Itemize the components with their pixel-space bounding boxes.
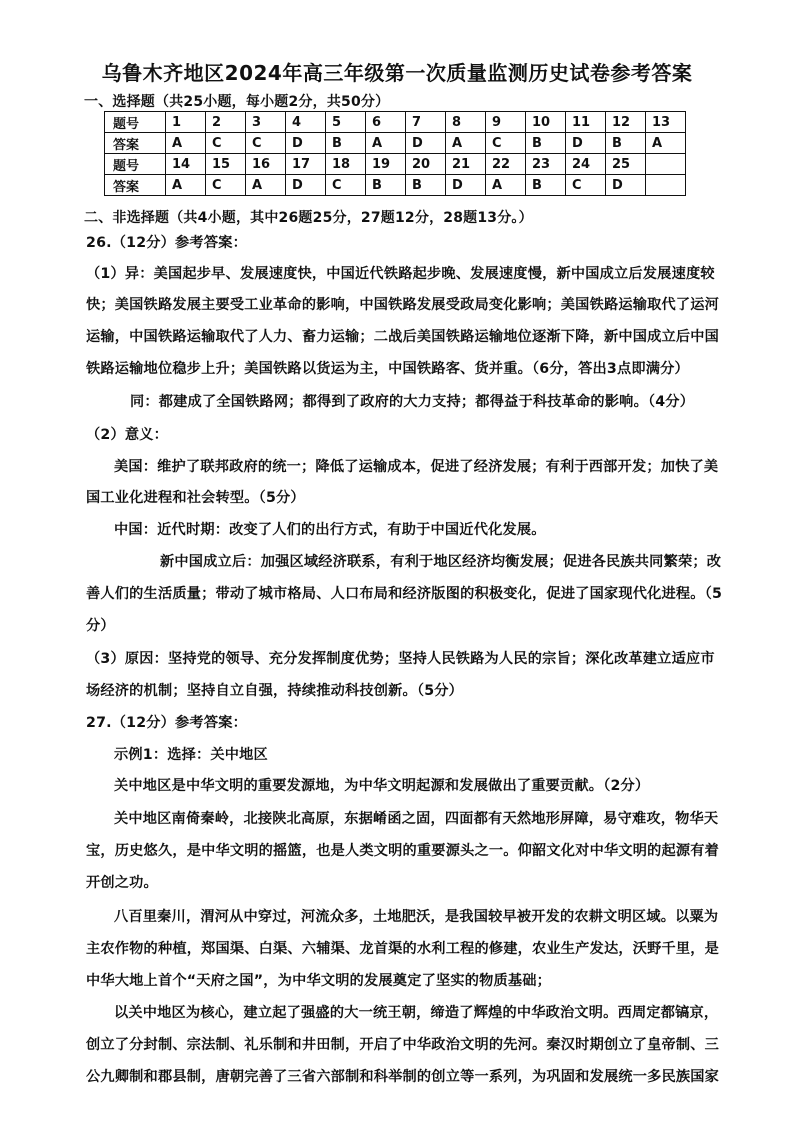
- table-row: [105, 133, 686, 154]
- table-row: [105, 154, 686, 175]
- answer-cell: C: [486, 133, 526, 154]
- text-line: 新中国成立后：加强区域经济联系，有利于地区经济均衡发展；促进各民族共同繁荣；改: [160, 554, 722, 570]
- answer-cell: 6: [366, 112, 406, 133]
- answer-cell: B: [526, 175, 566, 196]
- answer-cell: 14: [166, 154, 206, 175]
- row-header-cell: 题号: [105, 112, 166, 133]
- text-line: 快；美国铁路发展主要受工业革命的影响，中国铁路发展受政局变化影响；美国铁路运输取代了运河: [86, 297, 720, 313]
- table-row: [105, 112, 686, 133]
- answer-cell: D: [286, 175, 326, 196]
- answer-cell: 22: [486, 154, 526, 175]
- text-line: 善人们的生活质量；带动了城市格局、人口布局和经济版图的积极变化，促进了国家现代化进程。（5: [86, 586, 723, 602]
- text-line: 同：都建成了全国铁路网；都得到了政府的大力支持；都得益于科技革命的影响。（4分）: [130, 394, 695, 410]
- answer-cell: B: [606, 133, 646, 154]
- answer-cell: D: [406, 133, 446, 154]
- text-line: 分）: [86, 618, 115, 634]
- answer-cell: D: [286, 133, 326, 154]
- text-line: 关中地区是中华文明的重要发源地，为中华文明起源和发展做出了重要贡献。（2分）: [114, 778, 650, 794]
- answer-cell: 15: [206, 154, 246, 175]
- answer-cell: 19: [366, 154, 406, 175]
- text-line: 国工业化进程和社会转型。（5分）: [86, 490, 305, 506]
- answer-cell: A: [366, 133, 406, 154]
- answer-cell: 5: [326, 112, 366, 133]
- text-line: 创立了分封制、宗法制、礼乐制和井田制，开启了中华政治文明的先河。秦汉时期创立了皇帝制、三: [86, 1037, 720, 1053]
- answer-cell: [646, 175, 686, 196]
- q26-heading: 26.（12分）参考答案：: [86, 235, 247, 251]
- text-line: 中华大地上首个“天府之国”，为中华文明的发展奠定了坚实的物质基础；: [86, 973, 552, 989]
- table-row: [105, 175, 686, 196]
- answer-cell: 23: [526, 154, 566, 175]
- text-line: 运输，中国铁路运输取代了人力、畜力运输；二战后美国铁路运输地位逐渐下降，新中国成立后中国: [86, 329, 720, 345]
- text-line: 八百里秦川，渭河从中穿过，河流众多，土地肥沃，是我国较早被开发的农耕文明区域。以粟为: [114, 909, 719, 925]
- section2-heading: 二、非选择题（共4小题，其中26题25分，27题12分，28题13分。）: [84, 210, 533, 226]
- page-title: 乌鲁木齐地区2024年高三年级第一次质量监测历史试卷参考答案: [101, 61, 693, 85]
- answer-cell: 17: [286, 154, 326, 175]
- answer-cell: 4: [286, 112, 326, 133]
- text-line: 公九卿制和郡县制，唐朝完善了三省六部制和科举制的创立等一系列，为巩固和发展统一多民族国家: [86, 1069, 720, 1085]
- text-line: 铁路运输地位稳步上升；美国铁路以货运为主，中国铁路客、货并重。（6分，答出3点即满分）: [86, 361, 689, 377]
- answer-cell: 12: [606, 112, 646, 133]
- text-line: 以关中地区为核心，建立起了强盛的大一统王朝，缔造了辉煌的中华政治文明。西周定都镐京，: [114, 1005, 719, 1021]
- answer-cell: A: [446, 133, 486, 154]
- answer-cell: 8: [446, 112, 486, 133]
- answer-cell: C: [326, 175, 366, 196]
- answer-cell: 24: [566, 154, 606, 175]
- section1-heading: 一、选择题（共25小题，每小题2分，共50分）: [84, 94, 390, 110]
- answer-cell: C: [206, 175, 246, 196]
- answer-cell: 21: [446, 154, 486, 175]
- answer-cell: C: [246, 133, 286, 154]
- answer-cell: B: [526, 133, 566, 154]
- answer-cell: 11: [566, 112, 606, 133]
- answer-cell: 13: [646, 112, 686, 133]
- answer-cell: [646, 154, 686, 175]
- text-line: 宝，历史悠久，是中华文明的摇篮，也是人类文明的重要源头之一。仰韶文化对中华文明的起源有着: [86, 843, 720, 859]
- answer-cell: 18: [326, 154, 366, 175]
- row-header-cell: 答案: [105, 133, 166, 154]
- row-header-cell: 答案: [105, 175, 166, 196]
- text-line: （1）异：美国起步早、发展速度快，中国近代铁路起步晚、发展速度慢，新中国成立后发展速度较: [86, 266, 715, 282]
- answer-cell: C: [566, 175, 606, 196]
- answer-cell: A: [646, 133, 686, 154]
- text-line: 中国：近代时期：改变了人们的出行方式，有助于中国近代化发展。: [114, 522, 546, 538]
- answer-cell: B: [366, 175, 406, 196]
- answer-table: [104, 111, 686, 196]
- answer-cell: 7: [406, 112, 446, 133]
- answer-cell: A: [166, 133, 206, 154]
- text-line: 示例1：选择：关中地区: [114, 747, 268, 763]
- answer-cell: 3: [246, 112, 286, 133]
- answer-cell: 10: [526, 112, 566, 133]
- text-line: 开创之功。: [86, 875, 158, 891]
- text-line: 关中地区南倚秦岭，北接陕北高原，东据崤函之固，四面都有天然地形屏障，易守难攻，物华天: [114, 811, 719, 827]
- answer-cell: B: [326, 133, 366, 154]
- text-line: 主农作物的种植，郑国渠、白渠、六辅渠、龙首渠的水利工程的修建，农业生产发达，沃野千里，是: [86, 941, 720, 957]
- answer-cell: D: [446, 175, 486, 196]
- answer-cell: D: [566, 133, 606, 154]
- answer-cell: 1: [166, 112, 206, 133]
- q27-heading: 27.（12分）参考答案：: [86, 715, 247, 731]
- answer-cell: D: [606, 175, 646, 196]
- answer-cell: 25: [606, 154, 646, 175]
- answer-cell: B: [406, 175, 446, 196]
- answer-cell: 16: [246, 154, 286, 175]
- text-line: （3）原因：坚持党的领导、充分发挥制度优势；坚持人民铁路为人民的宗旨；深化改革建立适应市: [86, 651, 715, 667]
- answer-cell: 20: [406, 154, 446, 175]
- text-line: 场经济的机制；坚持自立自强，持续推动科技创新。（5分）: [86, 683, 464, 699]
- answer-cell: 9: [486, 112, 526, 133]
- row-header-cell: 题号: [105, 154, 166, 175]
- answer-cell: 2: [206, 112, 246, 133]
- text-line: （2）意义：: [86, 427, 169, 443]
- answer-cell: A: [246, 175, 286, 196]
- answer-cell: A: [166, 175, 206, 196]
- text-line: 美国：维护了联邦政府的统一；降低了运输成本，促进了经济发展；有利于西部开发；加快了美: [114, 459, 719, 475]
- answer-cell: A: [486, 175, 526, 196]
- answer-cell: C: [206, 133, 246, 154]
